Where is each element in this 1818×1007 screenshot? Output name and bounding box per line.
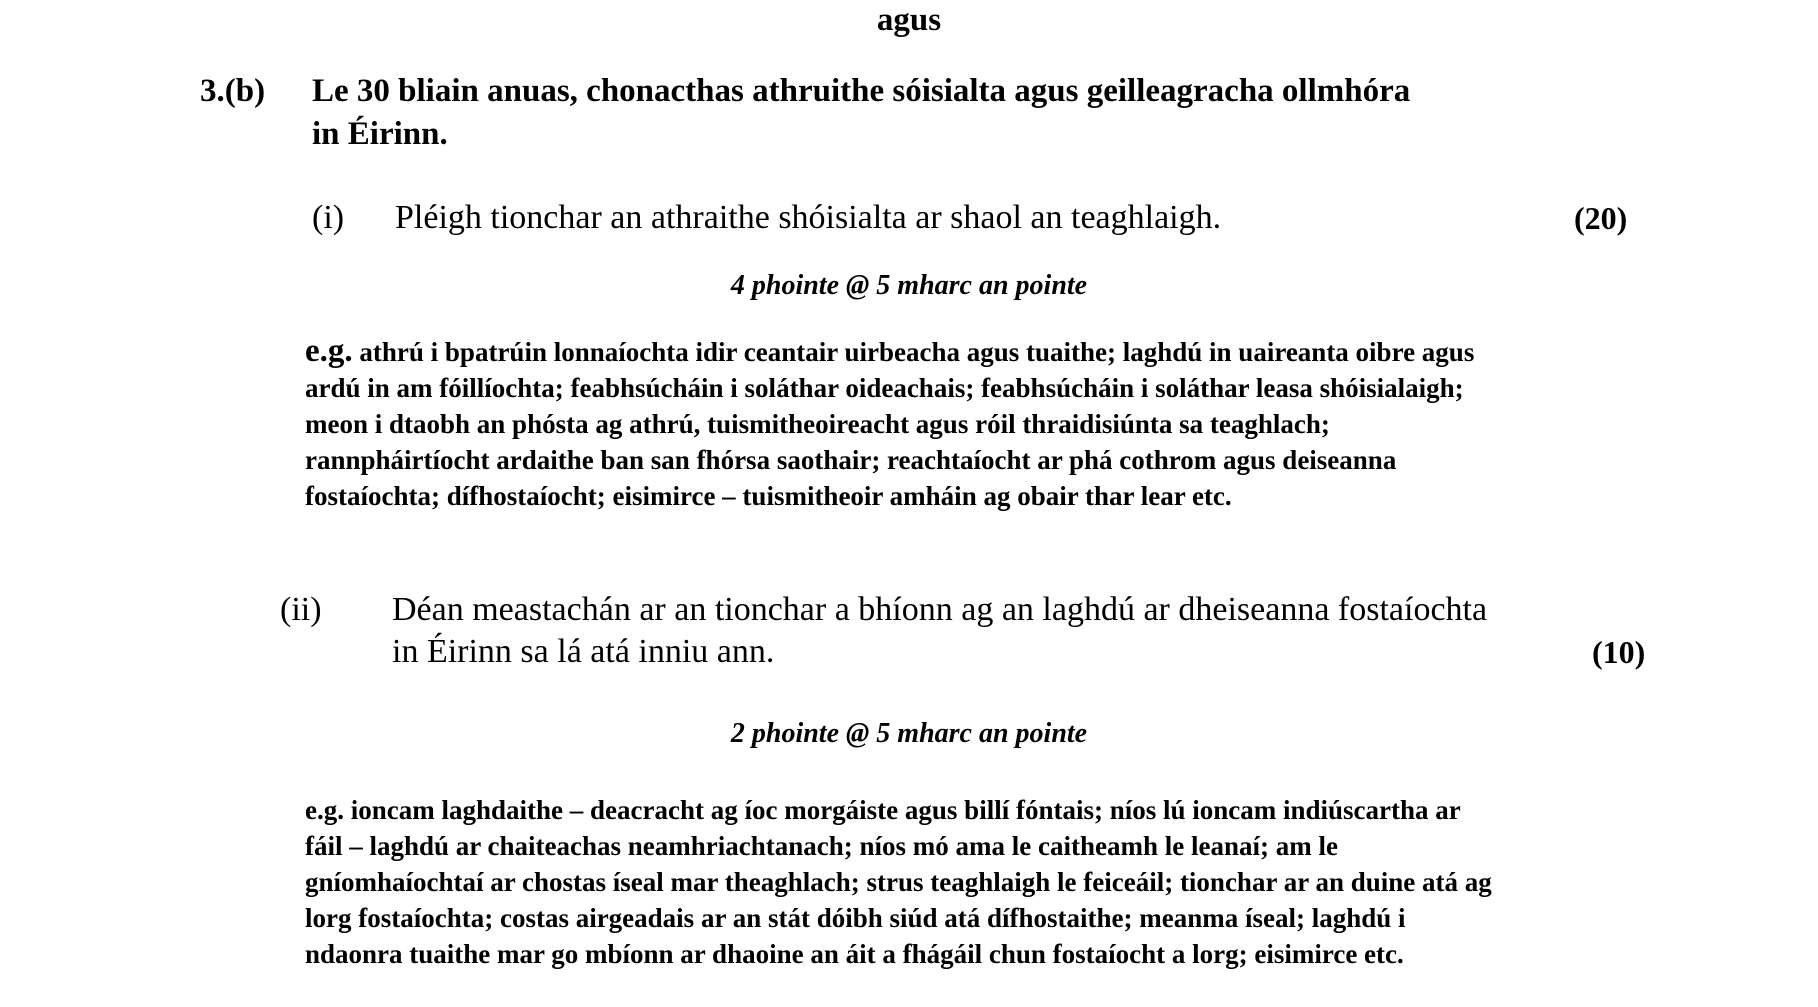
part-ii-marking-scheme: 2 phointe @ 5 mharc an pointe xyxy=(730,718,1088,749)
section-heading: agus xyxy=(876,2,942,38)
part-ii-marks: (10) xyxy=(1592,634,1646,670)
answer-line: ndaonra tuaithe mar go mbíonn ar dhaoine an áit a fhágáil chun fostaíocht a lorg; eisimirce etc. xyxy=(305,939,1404,969)
answer-line: ardú in am fóillíochta; feabhsúcháin i soláthar oideachais; feabhsúcháin i soláthar leasa shóisialaigh; xyxy=(305,373,1464,403)
answer-line: e.g. ioncam laghdaithe – deacracht ag íoc morgáiste agus billí fóntais; níos lú ioncam indiúscartha ar xyxy=(305,795,1461,825)
question-number: 3.(b) xyxy=(200,73,266,109)
question-stem-line: in Éirinn. xyxy=(312,116,448,152)
answer-line: meon i dtaobh an phósta ag athrú, tuismitheoireacht agus róil thraidisiúnta sa teaghlach; xyxy=(305,409,1330,439)
answer-line: rannpháirtíocht ardaithe ban san fhórsa saothair; reachtaíocht ar phá cothrom agus deiseanna xyxy=(305,445,1397,475)
part-i-number: (i) xyxy=(312,199,345,236)
part-ii-question xyxy=(392,589,1592,673)
part-i-marks: (20) xyxy=(1574,200,1628,236)
question-stem xyxy=(312,70,1562,156)
answer-lead: e.g. xyxy=(305,333,353,369)
part-i-question: Pléigh tionchar an athraithe shóisialta ar shaol an teaghlaigh. xyxy=(395,199,1222,236)
answer-line: lorg fostaíochta; costas airgeadais ar an stát dóibh siúd atá dífhostaithe; meanma íseal; laghdú i xyxy=(305,903,1406,933)
answer-line xyxy=(305,333,1665,370)
part-ii-question-line: Déan meastachán ar an tionchar a bhíonn ag an laghdú ar dheiseanna fostaíochta xyxy=(392,591,1488,628)
answer-line: fostaíochta; dífhostaíocht; eisimirce – tuismitheoir amháin ag obair thar lear etc. xyxy=(305,481,1232,511)
answer-line-text: athrú i bpatrúin lonnaíochta idir ceantair uirbeacha agus tuaithe; laghdú in uaireanta oibre agus xyxy=(352,337,1475,367)
answer-line: gníomhaíochtaí ar chostas íseal mar theaghlach; strus teaghlaigh le feiceáil; tionchar ar an duine atá ag xyxy=(305,867,1492,897)
part-ii-sample-answer xyxy=(305,792,1685,972)
part-ii-question-line: in Éirinn sa lá atá inniu ann. xyxy=(392,633,775,670)
part-i-sample-answer xyxy=(305,333,1665,514)
part-ii-number: (ii) xyxy=(280,591,322,628)
question-stem-line: Le 30 bliain anuas, chonacthas athruithe sóisialta agus geilleagracha ollmhóra xyxy=(312,73,1411,109)
answer-line: fáil – laghdú ar chaiteachas neamhriachtanach; níos mó ama le caitheamh le leanaí; am le xyxy=(305,831,1338,861)
part-i-marking-scheme: 4 phointe @ 5 mharc an pointe xyxy=(730,270,1088,301)
